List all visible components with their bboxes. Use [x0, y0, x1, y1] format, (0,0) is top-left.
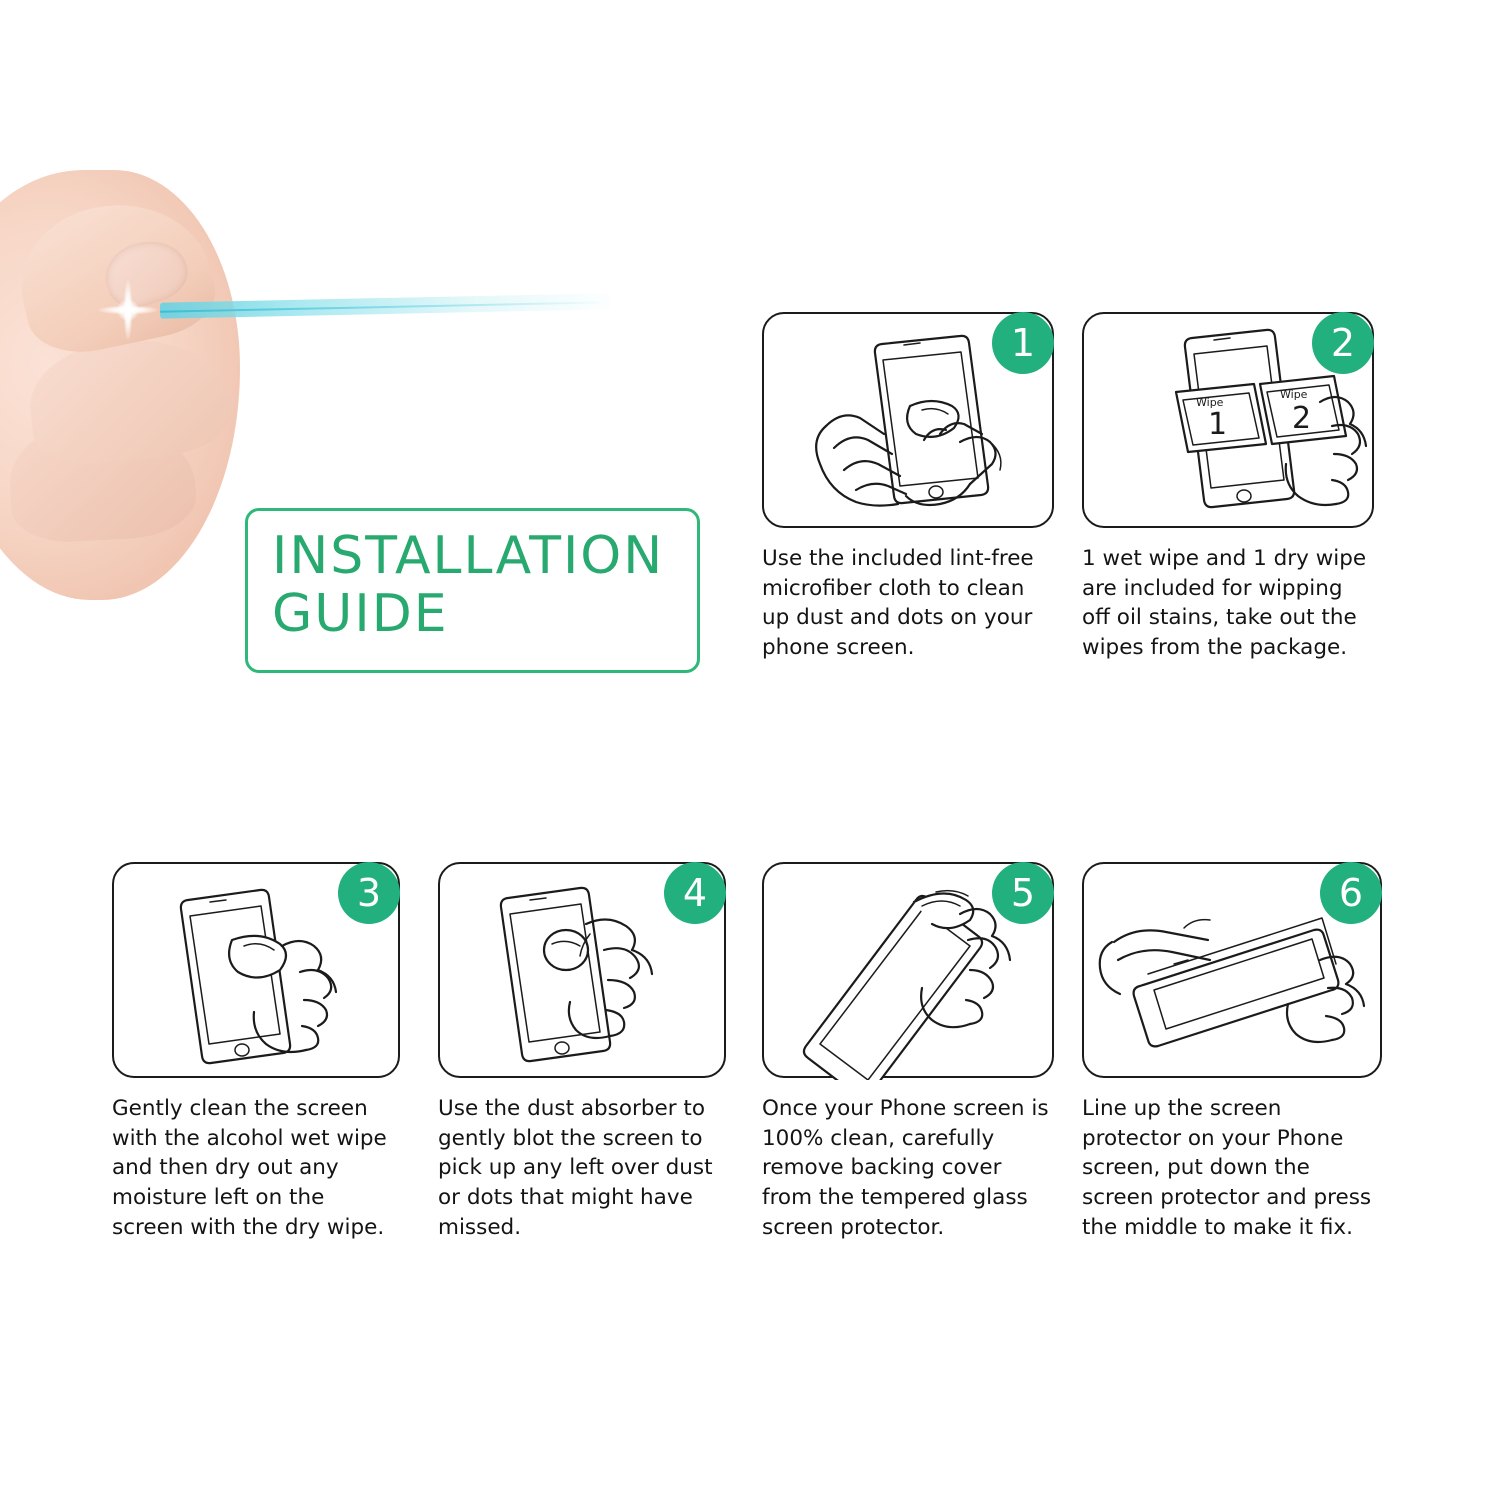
step-1-caption: Use the included lint-free microfiber cloth to clean up dust and dots on your phone screen. [762, 546, 1034, 660]
sparkle-icon [98, 280, 158, 340]
step-1-illustration [762, 312, 1054, 528]
svg-text:Wipe: Wipe [1196, 396, 1224, 409]
step-3-illustration [112, 862, 400, 1078]
svg-text:Wipe: Wipe [1280, 388, 1308, 401]
step-2-illustration [1082, 312, 1374, 528]
step-5-illustration [762, 862, 1054, 1078]
step-5 [762, 862, 1054, 1242]
step-2-caption: 1 wet wipe and 1 dry wipe are included for wipping off oil stains, take out the wipes from the package. [1082, 546, 1367, 660]
step-1-badge: 1 [992, 312, 1054, 374]
step-5-caption: Once your Phone screen is 100% clean, carefully remove backing cover from the tempered glass screen protector. [762, 1096, 1049, 1240]
step-1 [762, 312, 1054, 663]
step-3 [112, 862, 400, 1242]
step-2 [1082, 312, 1374, 663]
step-6 [1082, 862, 1382, 1242]
svg-text:1: 1 [1208, 407, 1228, 442]
step-4-illustration [438, 862, 726, 1078]
step-2-badge: 2 [1312, 312, 1374, 374]
step-4-caption: Use the dust absorber to gently blot the screen to pick up any left over dust or dots that might have missed. [438, 1096, 713, 1240]
step-3-badge: 3 [338, 862, 400, 924]
title-line-2: GUIDE [272, 584, 449, 645]
step-5-badge: 5 [992, 862, 1054, 924]
page-title [245, 508, 700, 673]
step-6-badge: 6 [1320, 862, 1382, 924]
step-6-illustration [1082, 862, 1382, 1078]
svg-text:2: 2 [1292, 401, 1312, 436]
step-4 [438, 862, 726, 1242]
title-line-1: INSTALLATION [272, 526, 665, 586]
step-6-caption: Line up the screen protector on your Phone screen, put down the screen protector and press the middle to make it fix. [1082, 1096, 1372, 1240]
step-3-caption: Gently clean the screen with the alcohol wet wipe and then dry out any moisture left on the screen with the dry wipe. [112, 1096, 387, 1240]
step-4-badge: 4 [664, 862, 726, 924]
